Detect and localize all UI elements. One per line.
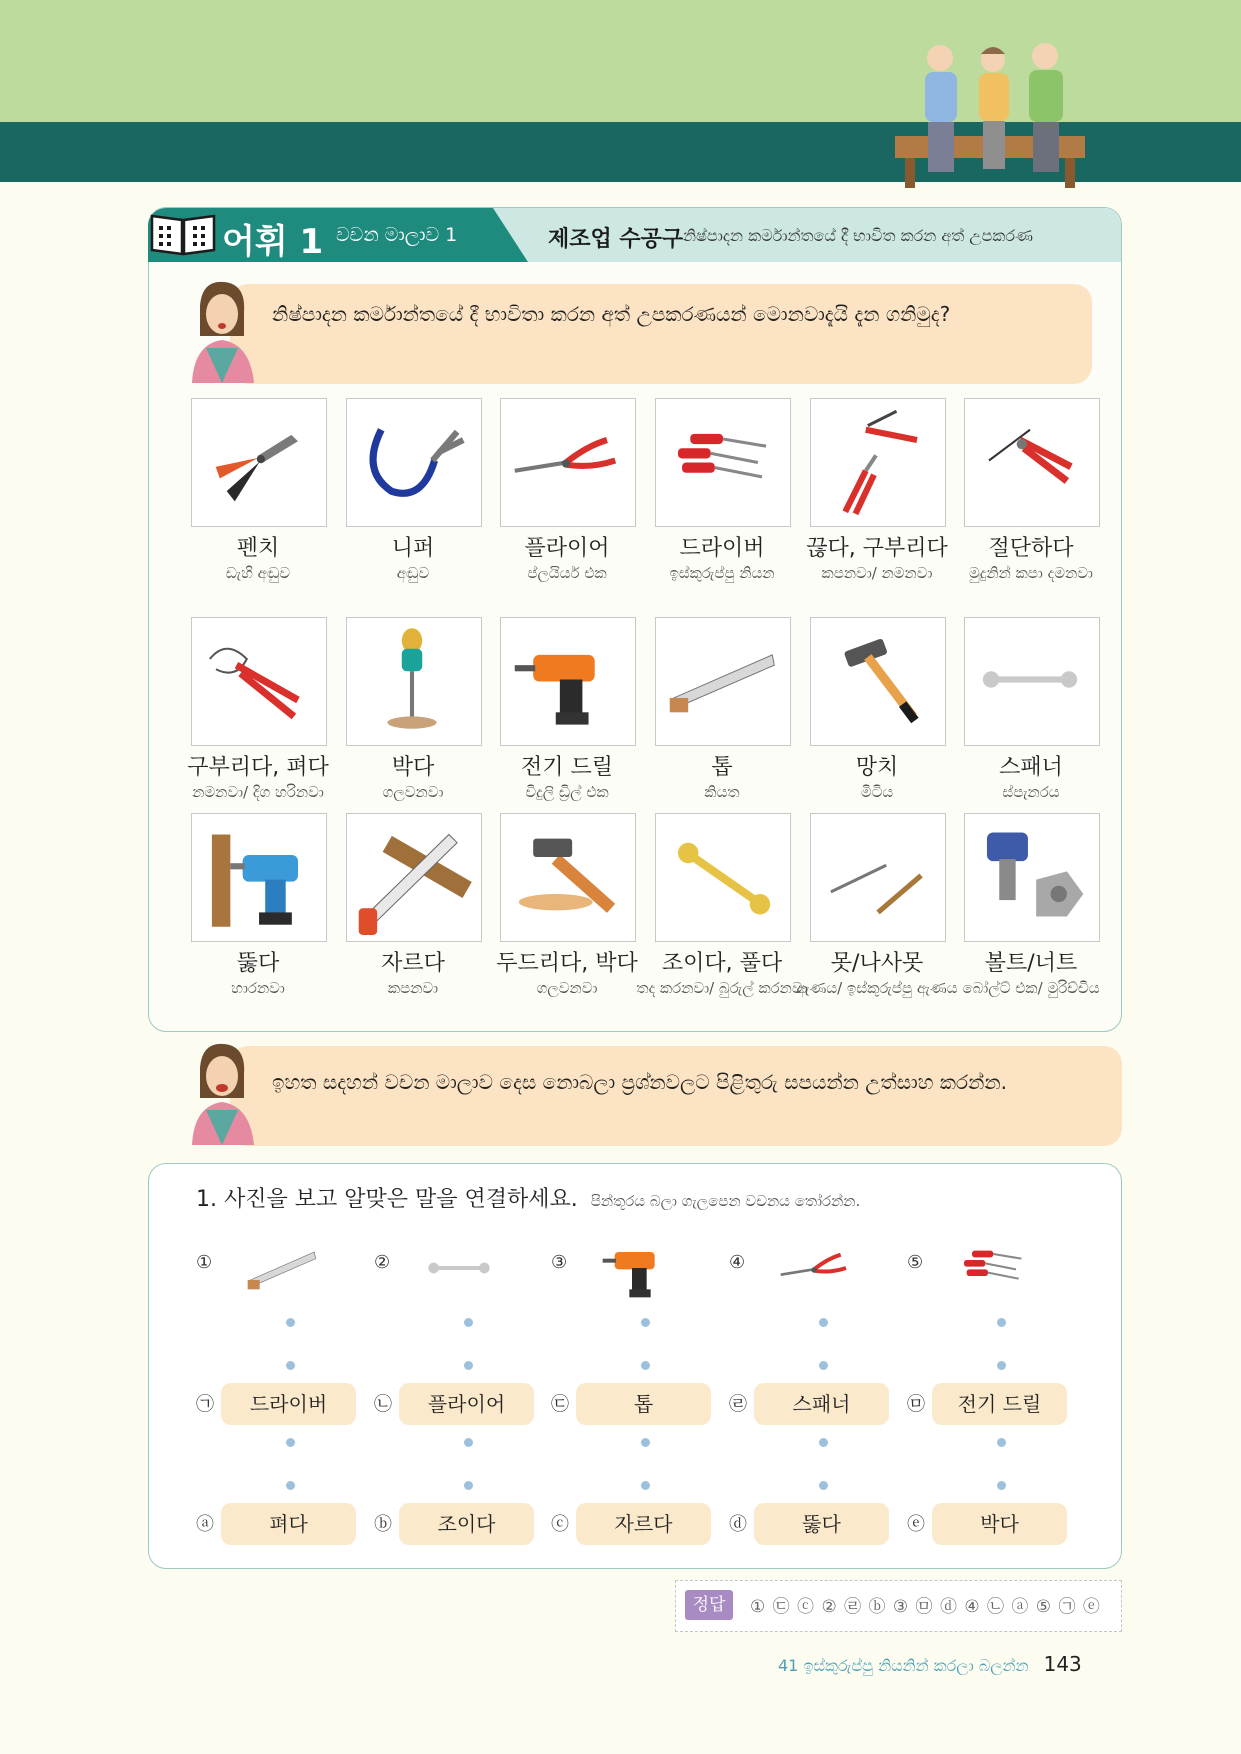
screwdriver-icon [656,399,786,522]
section-title: 어휘 1 [222,222,324,262]
vocab-word: 니퍼 [391,536,435,561]
screwdriver-icon [942,1228,1042,1308]
match-dot[interactable] [464,1318,473,1327]
verb-option[interactable]: 펴다 [221,1503,356,1545]
picture-number: ③ [551,1252,568,1273]
vocab-translation: ප්ලයියර් එක [527,564,607,582]
vocab-translation: කපනවා [387,979,439,997]
vocab-image-tile [810,813,946,942]
vocab-word: 못/나사못 [830,951,924,976]
vocab-image-tile [346,398,482,527]
match-dot[interactable] [641,1318,650,1327]
vocab-word: 절단하다 [988,536,1074,561]
vocab-image-tile [191,617,327,746]
match-dot[interactable] [819,1481,828,1490]
vocab-translation: ගලවනවා [536,979,598,997]
section-header [148,208,1121,262]
screwing-icon [347,618,477,741]
pliers-icon [192,399,322,522]
noun-option[interactable]: 드라이버 [221,1383,356,1425]
book-icon [148,210,218,258]
vocab-word: 드라이버 [679,536,765,561]
match-dot[interactable] [819,1318,828,1327]
vocab-image-tile [810,398,946,527]
spanner-icon [409,1228,509,1308]
answer-text: ① ㉢ ⓒ ② ㉣ ⓑ ③ ㉤ ⓓ ④ ㉡ ⓐ ⑤ ㉠ ⓔ [750,1597,1101,1617]
vocab-translation: හාරනවා [231,979,285,997]
cut-bend-icon [811,399,941,522]
verb-mark: ⓐ [196,1514,214,1535]
match-dot[interactable] [464,1438,473,1447]
match-dot[interactable] [997,1318,1006,1327]
vocab-translation: විදුලි ඩ්‍රිල් එක [525,783,609,801]
exercise-question [196,1182,860,1213]
verb-option[interactable]: 뚫다 [754,1503,889,1545]
vocab-word: 망치 [855,755,899,780]
verb-mark: ⓓ [729,1514,747,1535]
vocab-word: 스패너 [999,755,1063,780]
match-dot[interactable] [641,1481,650,1490]
exercise-picture [942,1228,1042,1308]
vocab-word: 볼트/너트 [984,951,1078,976]
intro-text: නිෂ්පාදන කර්මාන්තයේ දී භාවිතා කරන අත් උපකරණයන් මොනවාදැයි දැන ගනිමුද? [272,302,951,326]
saw-icon [231,1228,331,1308]
vocab-image-tile [655,813,791,942]
match-dot[interactable] [464,1361,473,1370]
hammer-icon [811,618,941,741]
vocab-word: 톱 [711,755,733,780]
picture-number: ⑤ [907,1252,924,1273]
elderly-people-illustration [895,38,1095,188]
nail-screw-icon [811,814,941,937]
vocab-word: 플라이어 [524,536,610,561]
vocab-image-tile [191,813,327,942]
answer-tag: 정답 [685,1590,733,1620]
match-dot[interactable] [286,1318,295,1327]
noun-option[interactable]: 전기 드릴 [932,1383,1067,1425]
vocab-translation: මිටිය [860,783,894,801]
exercise-picture [409,1228,509,1308]
match-dot[interactable] [286,1438,295,1447]
vocab-image-tile [810,617,946,746]
noun-option[interactable]: 톱 [576,1383,711,1425]
teacher-avatar [182,1040,262,1145]
vocab-image-tile [655,398,791,527]
vocab-image-tile [500,398,636,527]
noun-option[interactable]: 플라이어 [399,1383,534,1425]
sawing-icon [347,814,477,937]
exercise-question-ko: 1. 사진을 보고 알맞은 말을 연결하세요. [196,1187,578,1212]
vocab-word: 자르다 [381,951,445,976]
page-footer [778,1652,1082,1676]
vocab-translation: තද කරනවා/ බුරුල් කරනවා [636,979,808,997]
vocab-image-tile [500,617,636,746]
vocab-word: 두드리다, 박다 [496,951,638,976]
noun-mark: ㉢ [551,1394,569,1415]
vocab-image-tile [346,813,482,942]
cutting-icon [965,399,1095,522]
picture-number: ① [196,1252,213,1273]
vocab-word: 뚫다 [236,951,280,976]
vocab-word: 구부리다, 펴다 [187,755,329,780]
vocab-word: 전기 드릴 [520,755,613,780]
hammering-icon [501,814,631,937]
match-dot[interactable] [641,1438,650,1447]
vocab-image-tile [964,813,1100,942]
match-dot[interactable] [997,1438,1006,1447]
match-dot[interactable] [464,1481,473,1490]
verb-mark: ⓒ [551,1514,569,1535]
noun-mark: ㉡ [374,1394,392,1415]
lesson-title: 41 ඉස්කුරුප්පු නියනින් කරලා බලන්න [778,1656,1029,1675]
match-dot[interactable] [641,1361,650,1370]
noun-mark: ㉠ [196,1394,214,1415]
vocab-image-tile [655,617,791,746]
match-dot[interactable] [819,1438,828,1447]
nipper-icon [347,399,477,522]
verb-option[interactable]: 자르다 [576,1503,711,1545]
section-topic: 제조업 수공구 [548,227,684,252]
noun-mark: ㉤ [907,1394,925,1415]
noun-mark: ㉣ [729,1394,747,1415]
vocab-image-tile [964,617,1100,746]
exercise-picture [231,1228,331,1308]
match-dot[interactable] [819,1361,828,1370]
spanner-icon [965,618,1095,741]
saw-icon [656,618,786,741]
verb-option[interactable]: 조이다 [399,1503,534,1545]
vocab-translation: කපනවා/ නමනවා [821,564,933,582]
long-nose-pliers-icon [501,399,631,522]
bend-straighten-icon [192,618,322,741]
vocab-translation: මුදුනින් කපා දමනවා [969,564,1093,582]
vocab-image-tile [346,617,482,746]
vocab-translation: ඉස්කුරුප්පු නියන [669,564,775,582]
vocab-word: 펜치 [236,536,280,561]
vocab-image-tile [964,398,1100,527]
picture-number: ② [374,1252,391,1273]
vocab-image-tile [191,398,327,527]
page-number: 143 [1043,1652,1082,1676]
practice-text: ඉහත සදහන් වචන මාලාව දෙස නොබලා ප්‍රශ්නවලට පිළිතුරු සපයන්න උත්සාහ කරන්න. [272,1070,1007,1094]
vocab-image-tile [500,813,636,942]
vocab-word: 박다 [391,755,435,780]
section-subtitle: වචන මාලාව 1 [336,224,458,246]
exercise-picture [764,1228,864,1308]
electric-drill-icon [501,618,631,741]
verb-option[interactable]: 박다 [932,1503,1067,1545]
long-nose-pliers-icon [764,1228,864,1308]
vocab-translation: ඇණය/ ඉස්කුරුප්පු ඇණය [796,979,958,997]
bolt-nut-icon [965,814,1095,937]
vocab-translation: ගලවනවා [382,783,444,801]
picture-number: ④ [729,1252,746,1273]
section-topic-translation: නිෂ්පාදන කර්මාන්තයේ දී භාවිත කරන අත් උපකරණ [683,226,1033,245]
exercise-question-si: පින්තූරය බලා ගැලපෙන වචනය තෝරන්න. [590,1192,861,1210]
teacher-avatar [182,278,262,383]
match-dot[interactable] [286,1361,295,1370]
match-dot[interactable] [997,1481,1006,1490]
exercise-picture [586,1228,686,1308]
vocab-translation: අඬුව [396,564,430,582]
vocab-word: 끊다, 구부리다 [806,536,948,561]
drilling-icon [192,814,322,937]
match-dot[interactable] [997,1361,1006,1370]
noun-option[interactable]: 스패너 [754,1383,889,1425]
verb-mark: ⓑ [374,1514,392,1535]
vocab-word: 조이다, 풀다 [661,951,783,976]
verb-mark: ⓔ [907,1514,925,1535]
vocab-translation: බෝල්ට් එක/ මුරිච්චිය [962,979,1100,997]
vocab-translation: ස්පැනරය [1002,783,1060,801]
match-dot[interactable] [286,1481,295,1490]
electric-drill-icon [586,1228,686,1308]
vocab-translation: නමනවා/ දිග හරිනවා [192,783,324,801]
vocab-translation: කියත [704,783,740,801]
wrench-tighten-icon [656,814,786,937]
vocab-translation: ඩැහි අඬුව [225,564,291,582]
